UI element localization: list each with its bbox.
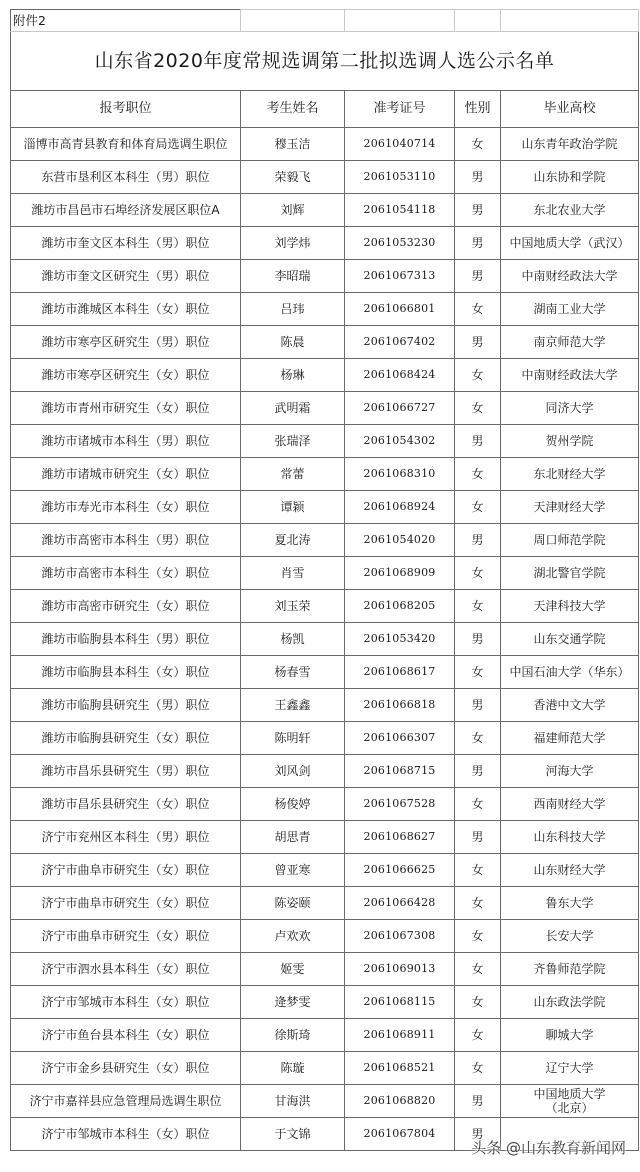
school-cell: 南京师范大学	[501, 326, 639, 359]
table-row	[11, 755, 639, 788]
name-cell: 胡思青	[241, 821, 345, 854]
table-row	[11, 260, 639, 293]
gender-cell: 男	[455, 260, 501, 293]
name-cell: 王鑫鑫	[241, 689, 345, 722]
name-cell: 于文锦	[241, 1118, 345, 1151]
table-row	[11, 392, 639, 425]
attachment-row	[11, 10, 639, 32]
gender-cell: 女	[455, 1052, 501, 1085]
column-header-position: 报考职位	[11, 91, 241, 128]
position-cell: 济宁市鱼台县本科生（女）职位	[11, 1019, 241, 1052]
gender-cell: 女	[455, 458, 501, 491]
position-cell: 潍坊市高密市研究生（女）职位	[11, 590, 241, 623]
name-cell: 甘海洪	[241, 1085, 345, 1118]
school-cell: 中南财经政法大学	[501, 260, 639, 293]
school-cell: 周口师范学院	[501, 524, 639, 557]
name-cell: 逄梦雯	[241, 986, 345, 1019]
gender-cell: 女	[455, 359, 501, 392]
school-cell: 山东协和学院	[501, 161, 639, 194]
attachment-label: 附件2	[11, 10, 241, 32]
exam-id-cell: 2061068820	[345, 1085, 455, 1118]
gender-cell: 男	[455, 326, 501, 359]
notice-sheet	[10, 9, 638, 1151]
exam-id-cell: 2061068310	[345, 458, 455, 491]
gender-cell: 男	[455, 194, 501, 227]
table-row	[11, 161, 639, 194]
table-row	[11, 326, 639, 359]
gender-cell: 女	[455, 722, 501, 755]
gender-cell: 女	[455, 590, 501, 623]
position-cell: 济宁市嘉祥县应急管理局选调生职位	[11, 1085, 241, 1118]
school-cell: 香港中文大学	[501, 689, 639, 722]
position-cell: 潍坊市寿光市本科生（女）职位	[11, 491, 241, 524]
name-cell: 陈晨	[241, 326, 345, 359]
position-cell: 潍坊市奎文区本科生（男）职位	[11, 227, 241, 260]
school-cell: 中国地质大学 （北京）	[501, 1085, 639, 1118]
table-row	[11, 1085, 639, 1118]
page-title: 山东省2020年度常规选调第二批拟选调人选公示名单	[11, 32, 639, 91]
table-row	[11, 359, 639, 392]
position-cell: 潍坊市潍城区本科生（女）职位	[11, 293, 241, 326]
exam-id-cell: 2061068521	[345, 1052, 455, 1085]
position-cell: 济宁市曲阜市研究生（女）职位	[11, 854, 241, 887]
gender-cell: 男	[455, 524, 501, 557]
exam-id-cell: 2061054118	[345, 194, 455, 227]
exam-id-cell: 2061040714	[345, 128, 455, 161]
table-row	[11, 920, 639, 953]
exam-id-cell: 2061067308	[345, 920, 455, 953]
school-cell: 山东财经大学	[501, 854, 639, 887]
table-row	[11, 887, 639, 920]
exam-id-cell: 2061067313	[345, 260, 455, 293]
position-cell: 潍坊市临朐县本科生（男）职位	[11, 623, 241, 656]
column-header-gender: 性别	[455, 91, 501, 128]
school-cell: 河海大学	[501, 755, 639, 788]
gender-cell: 女	[455, 557, 501, 590]
exam-id-cell: 2061054302	[345, 425, 455, 458]
position-cell: 济宁市邹城市本科生（女）职位	[11, 1118, 241, 1151]
gender-cell: 女	[455, 788, 501, 821]
position-cell: 潍坊市青州市研究生（女）职位	[11, 392, 241, 425]
table-row	[11, 788, 639, 821]
exam-id-cell: 2061068424	[345, 359, 455, 392]
gender-cell: 女	[455, 656, 501, 689]
gender-cell: 女	[455, 953, 501, 986]
school-cell: 中南财经政法大学	[501, 359, 639, 392]
table-row	[11, 722, 639, 755]
name-cell: 杨琳	[241, 359, 345, 392]
school-cell: 齐鲁师范学院	[501, 953, 639, 986]
table-row	[11, 458, 639, 491]
gender-cell: 女	[455, 986, 501, 1019]
school-cell: 天津财经大学	[501, 491, 639, 524]
school-cell: 天津科技大学	[501, 590, 639, 623]
table-row	[11, 227, 639, 260]
name-cell: 常蕾	[241, 458, 345, 491]
school-cell: 鲁东大学	[501, 887, 639, 920]
exam-id-cell: 2061068924	[345, 491, 455, 524]
name-cell: 荣毅飞	[241, 161, 345, 194]
gender-cell: 男	[455, 755, 501, 788]
candidate-table	[10, 9, 639, 1151]
exam-id-cell: 2061067402	[345, 326, 455, 359]
gender-cell: 男	[455, 623, 501, 656]
exam-id-cell: 2061069013	[345, 953, 455, 986]
gender-cell: 女	[455, 854, 501, 887]
column-header-name: 考生姓名	[241, 91, 345, 128]
position-cell: 济宁市曲阜市研究生（女）职位	[11, 887, 241, 920]
name-cell: 刘辉	[241, 194, 345, 227]
school-cell: 山东科技大学	[501, 821, 639, 854]
name-cell: 谭颖	[241, 491, 345, 524]
exam-id-cell: 2061068715	[345, 755, 455, 788]
position-cell: 潍坊市诸城市研究生（女）职位	[11, 458, 241, 491]
name-cell: 吕玮	[241, 293, 345, 326]
table-row	[11, 128, 639, 161]
table-row	[11, 623, 639, 656]
name-cell: 曾亚寒	[241, 854, 345, 887]
table-row	[11, 524, 639, 557]
school-cell: 东北农业大学	[501, 194, 639, 227]
exam-id-cell: 2061068115	[345, 986, 455, 1019]
school-cell: 同济大学	[501, 392, 639, 425]
name-cell: 穆玉洁	[241, 128, 345, 161]
name-cell: 杨俊婷	[241, 788, 345, 821]
school-cell: 西南财经大学	[501, 788, 639, 821]
column-header-school: 毕业高校	[501, 91, 639, 128]
gender-cell: 女	[455, 1019, 501, 1052]
position-cell: 济宁市兖州区本科生（男）职位	[11, 821, 241, 854]
gender-cell: 女	[455, 887, 501, 920]
gender-cell: 男	[455, 1118, 501, 1151]
position-cell: 潍坊市临朐县研究生（男）职位	[11, 689, 241, 722]
exam-id-cell: 2061067528	[345, 788, 455, 821]
name-cell: 杨春雪	[241, 656, 345, 689]
table-row	[11, 689, 639, 722]
name-cell: 刘玉荣	[241, 590, 345, 623]
exam-id-cell: 2061067804	[345, 1118, 455, 1151]
table-header	[11, 91, 639, 128]
school-cell: 东北财经大学	[501, 458, 639, 491]
table-row	[11, 293, 639, 326]
position-cell: 潍坊市高密市本科生（女）职位	[11, 557, 241, 590]
school-cell: 辽宁大学	[501, 1052, 639, 1085]
gender-cell: 女	[455, 392, 501, 425]
exam-id-cell: 2061066428	[345, 887, 455, 920]
position-cell: 潍坊市临朐县研究生（女）职位	[11, 722, 241, 755]
school-cell: 贺州学院	[501, 425, 639, 458]
table-row	[11, 1052, 639, 1085]
position-cell: 潍坊市奎文区研究生（男）职位	[11, 260, 241, 293]
table-row	[11, 491, 639, 524]
gender-cell: 男	[455, 821, 501, 854]
table-row	[11, 425, 639, 458]
table-row	[11, 557, 639, 590]
name-cell: 卢欢欢	[241, 920, 345, 953]
exam-id-cell: 2061053420	[345, 623, 455, 656]
gender-cell: 男	[455, 1085, 501, 1118]
exam-id-cell: 2061066307	[345, 722, 455, 755]
position-cell: 潍坊市诸城市本科生（男）职位	[11, 425, 241, 458]
name-cell: 李昭瑞	[241, 260, 345, 293]
table-row	[11, 656, 639, 689]
school-cell: 山东交通学院	[501, 623, 639, 656]
position-cell: 潍坊市昌乐县研究生（女）职位	[11, 788, 241, 821]
gender-cell: 男	[455, 227, 501, 260]
gender-cell: 女	[455, 491, 501, 524]
position-cell: 东营市垦利区本科生（男）职位	[11, 161, 241, 194]
table-row	[11, 821, 639, 854]
gender-cell: 女	[455, 128, 501, 161]
school-cell: 山东青年政治学院	[501, 128, 639, 161]
exam-id-cell: 2061068617	[345, 656, 455, 689]
gender-cell: 男	[455, 425, 501, 458]
school-cell: 山东政法学院	[501, 986, 639, 1019]
name-cell: 刘学炜	[241, 227, 345, 260]
name-cell: 姬雯	[241, 953, 345, 986]
exam-id-cell: 2061068205	[345, 590, 455, 623]
name-cell: 陈明轩	[241, 722, 345, 755]
position-cell: 济宁市金乡县研究生（女）职位	[11, 1052, 241, 1085]
position-cell: 济宁市泗水县本科生（女）职位	[11, 953, 241, 986]
position-cell: 济宁市曲阜市研究生（女）职位	[11, 920, 241, 953]
school-cell: 湖南工业大学	[501, 293, 639, 326]
name-cell: 陈璇	[241, 1052, 345, 1085]
position-cell: 潍坊市高密市本科生（男）职位	[11, 524, 241, 557]
name-cell: 杨凯	[241, 623, 345, 656]
gender-cell: 男	[455, 161, 501, 194]
exam-id-cell: 2061068627	[345, 821, 455, 854]
name-cell: 夏北涛	[241, 524, 345, 557]
exam-id-cell: 2061068911	[345, 1019, 455, 1052]
exam-id-cell: 2061066727	[345, 392, 455, 425]
exam-id-cell: 2061068909	[345, 557, 455, 590]
gender-cell: 男	[455, 689, 501, 722]
exam-id-cell: 2061066818	[345, 689, 455, 722]
table-row	[11, 1019, 639, 1052]
exam-id-cell: 2061066625	[345, 854, 455, 887]
position-cell: 潍坊市临朐县本科生（女）职位	[11, 656, 241, 689]
school-cell: 聊城大学	[501, 1019, 639, 1052]
table-row	[11, 590, 639, 623]
school-cell: 中国石油大学（华东）	[501, 656, 639, 689]
exam-id-cell: 2061053110	[345, 161, 455, 194]
name-cell: 陈姿颐	[241, 887, 345, 920]
position-cell: 潍坊市昌邑市石埠经济发展区职位A	[11, 194, 241, 227]
gender-cell: 女	[455, 920, 501, 953]
title-row	[11, 32, 639, 91]
school-cell: 湖北警官学院	[501, 557, 639, 590]
school-cell: 福建师范大学	[501, 722, 639, 755]
school-cell: 中国地质大学（武汉）	[501, 227, 639, 260]
table-row	[11, 953, 639, 986]
name-cell: 张瑞泽	[241, 425, 345, 458]
gender-cell: 女	[455, 293, 501, 326]
column-header-exam-id: 准考证号	[345, 91, 455, 128]
name-cell: 徐斯琦	[241, 1019, 345, 1052]
watermark: 头条 @山东教育新闻网	[471, 1139, 626, 1157]
position-cell: 潍坊市昌乐县研究生（男）职位	[11, 755, 241, 788]
position-cell: 潍坊市寒亭区研究生（女）职位	[11, 359, 241, 392]
school-cell: 长安大学	[501, 920, 639, 953]
name-cell: 武明霜	[241, 392, 345, 425]
exam-id-cell: 2061066801	[345, 293, 455, 326]
table-row	[11, 194, 639, 227]
exam-id-cell: 2061053230	[345, 227, 455, 260]
position-cell: 淄博市高青县教育和体育局选调生职位	[11, 128, 241, 161]
position-cell: 潍坊市寒亭区研究生（男）职位	[11, 326, 241, 359]
exam-id-cell: 2061054020	[345, 524, 455, 557]
table-row	[11, 854, 639, 887]
name-cell: 肖雪	[241, 557, 345, 590]
name-cell: 刘风剑	[241, 755, 345, 788]
position-cell: 济宁市邹城市本科生（女）职位	[11, 986, 241, 1019]
table-row	[11, 986, 639, 1019]
